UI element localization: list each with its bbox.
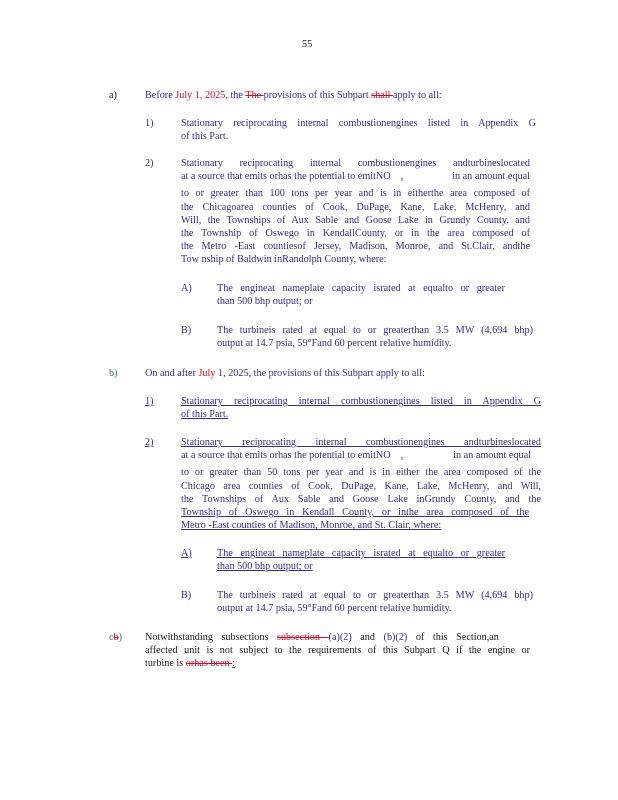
page-number: 55 (302, 39, 313, 50)
text-line: Chicago area counties of Cook, DuPage, Kane, Lake, McHenry, and Will, (181, 480, 541, 492)
intro-text: the (227, 90, 246, 101)
section-a-intro (145, 89, 442, 102)
text-line: The turbineis rated at equal to or greaterthan 3.5 MW (4,694 bhp) (217, 590, 533, 601)
section-b-intro (145, 367, 425, 380)
text-line: the Township of Oswego in KendallCounty, or in the area composed of (181, 228, 530, 240)
text-line (181, 170, 530, 187)
section-b-item-1-num: 1) (145, 396, 154, 407)
struck-text: The (245, 90, 264, 101)
text-line: affected unit is not subject to the requirements of this Subpart Q if the engine or (145, 645, 530, 657)
text-line: output at 14.7 psia, 59°Fand 60 percent relative humidity. (217, 338, 452, 350)
section-b-sub-B-text (217, 589, 533, 615)
text-segment: at a source that emits orhas the potential to emitNO (181, 171, 391, 183)
text-segment: at a source that emits orhas the potential to emitNO (181, 450, 391, 462)
text-line: to or greater than 50 tons per year and is in either the area composed of the (181, 467, 541, 479)
text-line (145, 657, 530, 670)
section-a-sub-A-text (217, 282, 505, 308)
intro-text: 1, 2025, the provisions of this Subpart apply to all: (215, 368, 425, 379)
section-a-label: a) (109, 90, 117, 101)
section-a-item-2-text (181, 157, 530, 267)
text-line (145, 631, 530, 644)
text-line: the Chicagoarea counties of Cook, DuPage, Kane, Lake, McHenry, and (181, 201, 530, 213)
text-line: The engineat nameplate capacity israted at equalto or greater (217, 548, 505, 559)
struck-text: shall (371, 90, 393, 101)
subscript: x (400, 456, 404, 463)
text-line: Metro -East counties of Madison, Monroe, and St. Clair, where: (181, 520, 442, 532)
intro-text: apply to all: (393, 90, 442, 101)
text-line: The engineat nameplate capacity israted at equalto or greater (217, 283, 505, 294)
text-line: the Metro -East countiesof Jersey, Madison, Monroe, and St.Clair, andthe (181, 241, 530, 253)
text-line: Stationary reciprocating internal combustionengines listed in Appendix G (181, 118, 536, 129)
text-segment: turbine is (145, 658, 186, 670)
text-line: of this Part. (181, 131, 229, 143)
text-line: than 500 bhp output; or (217, 296, 313, 308)
text-line: Township of Oswego in Kendall County, or inthe area composed of the (181, 507, 529, 519)
section-a-sub-B-text (217, 324, 533, 350)
ref-b2: (b)(2) (383, 632, 408, 643)
text-line: Will, the Townships of Aux Sable and Goose Lake in Grundy County, and (181, 214, 530, 226)
section-b-item-2-text (181, 436, 541, 532)
text-line: than 500 bhp output; or (217, 561, 313, 573)
subscript: x (400, 177, 404, 184)
text-line: Stationary reciprocating internal combustionengines andturbineslocated (181, 158, 530, 169)
section-b-item-1-text (181, 395, 541, 421)
text-segment: of this Section,an (407, 632, 499, 643)
new-label: c (109, 632, 114, 643)
text-segment: Notwithstanding subsections (145, 632, 277, 643)
intro-text: provisions of this Subpart (263, 90, 372, 101)
text-line: the Townships of Aux Sable and Goose Lake inGrundy County, and the (181, 493, 541, 505)
text-segment: : (232, 658, 235, 670)
section-b-sub-A-text (217, 547, 505, 573)
section-a-sub-A-num: A) (181, 283, 192, 294)
section-b-sub-A-num: A) (181, 548, 192, 559)
section-c-text (145, 631, 530, 671)
section-b-label: b) (109, 368, 118, 379)
text-segment: in an amount equal (452, 171, 530, 183)
section-a-item-1-text (181, 117, 536, 143)
section-b-item-2-num: 2) (145, 437, 154, 448)
amended-date: July 1, 2025, (175, 90, 228, 101)
text-segment: and (351, 632, 384, 643)
ref-a2: (a)(2) (328, 632, 352, 643)
text-line: Stationary reciprocating internal combustionengines listed in Appendix G (181, 396, 541, 407)
text-line: to or greater than 100 tons per year and is in eitherthe area composed of (181, 188, 530, 200)
intro-text: On and after (145, 368, 199, 379)
section-a-item-2-num: 2) (145, 158, 154, 169)
text-line (181, 449, 541, 466)
struck-label: b (113, 632, 119, 643)
section-c-label (109, 631, 122, 644)
text-line: The turbineis rated at equal to or greaterthan 3.5 MW (4,694 bhp) (217, 325, 533, 336)
text-line: of this Part. (181, 409, 229, 421)
amended-date: July (198, 368, 216, 379)
struck-text: subsection (276, 632, 329, 643)
text-line: Stationary reciprocating internal combustionengines andturbineslocated (181, 437, 541, 448)
label-paren: ) (118, 632, 123, 643)
section-a-sub-B-num: B) (181, 325, 192, 336)
struck-text: orhas been (185, 658, 233, 670)
section-a-item-1-num: 1) (145, 118, 154, 129)
text-line: Tow nship of Baldwin inRandolph County, where: (181, 254, 387, 266)
section-b-sub-B-num: B) (181, 590, 192, 601)
text-line: output at 14.7 psia, 59°Fand 60 percent relative humidity. (217, 603, 452, 615)
text-segment: in an amount equal (453, 450, 531, 462)
intro-text: Before (145, 90, 176, 101)
